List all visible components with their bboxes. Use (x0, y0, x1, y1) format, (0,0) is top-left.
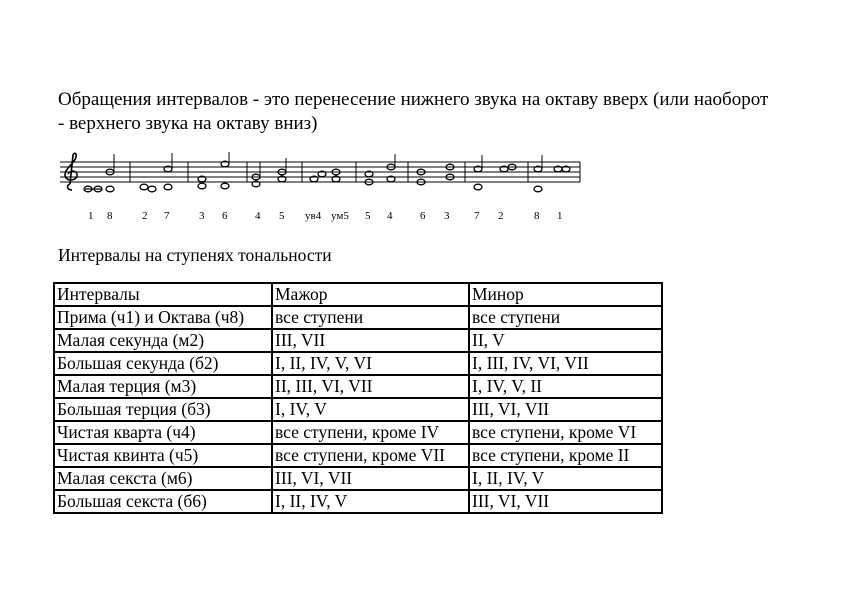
interval-name: Прима (ч1) и Октава (ч8) (54, 306, 272, 329)
minor-degrees: все ступени (469, 306, 662, 329)
table-row (54, 398, 662, 421)
minor-degrees: I, III, IV, VI, VII (469, 352, 662, 375)
header-intervals: Интервалы (54, 283, 272, 306)
staff-label: 2 (498, 210, 504, 222)
section-subtitle: Интервалы на ступенях тональности (58, 245, 332, 265)
staff-label: 6 (222, 210, 228, 222)
header-major: Мажор (272, 283, 469, 306)
major-degrees: I, II, IV, V, VI (272, 352, 469, 375)
minor-degrees: II, V (469, 329, 662, 352)
staff-label: ум5 (331, 210, 349, 222)
note-heads (84, 161, 570, 192)
table-header-row (54, 283, 662, 306)
minor-degrees: все ступени, кроме VI (469, 421, 662, 444)
major-degrees: III, VI, VII (272, 467, 469, 490)
staff-label: 6 (420, 210, 426, 222)
table-row (54, 444, 662, 467)
staff-label: 1 (557, 210, 563, 222)
table-row (54, 490, 662, 513)
minor-degrees: I, IV, V, II (469, 375, 662, 398)
staff-label: 4 (255, 210, 261, 222)
major-degrees: все ступени (272, 306, 469, 329)
table-row (54, 306, 662, 329)
interval-name: Чистая кварта (ч4) (54, 421, 272, 444)
table-row (54, 421, 662, 444)
interval-name: Чистая квинта (ч5) (54, 444, 272, 467)
staff-label: 8 (107, 210, 113, 222)
minor-degrees: все ступени, кроме II (469, 444, 662, 467)
interval-name: Большая секунда (б2) (54, 352, 272, 375)
interval-name: Большая терция (б3) (54, 398, 272, 421)
table-row (54, 375, 662, 398)
intro-text: Обращения интервалов - это перенесение нижнего звука на октаву вверх (или наоборот - верхнего звука на октаву вниз) (58, 89, 769, 134)
staff-label: 2 (142, 210, 148, 222)
intervals-table (53, 282, 663, 514)
minor-degrees: III, VI, VII (469, 490, 662, 513)
major-degrees: II, III, VI, VII (272, 375, 469, 398)
table-row (54, 352, 662, 375)
major-degrees: все ступени, кроме IV (272, 421, 469, 444)
minor-degrees: I, II, IV, V (469, 467, 662, 490)
header-minor: Минор (469, 283, 662, 306)
staff-label: 3 (199, 210, 205, 222)
major-degrees: III, VII (272, 329, 469, 352)
major-degrees: I, IV, V (272, 398, 469, 421)
interval-labels (88, 210, 563, 222)
staff-label: 7 (474, 210, 480, 222)
staff-label: 5 (279, 210, 285, 222)
staff-label: 5 (365, 210, 371, 222)
major-degrees: I, II, IV, V (272, 490, 469, 513)
table-row (54, 329, 662, 352)
staff-label: 7 (164, 210, 170, 222)
table-row (54, 467, 662, 490)
staff-label: 1 (88, 210, 94, 222)
interval-name: Малая секунда (м2) (54, 329, 272, 352)
staff-label: 8 (534, 210, 540, 222)
interval-name: Большая секста (б6) (54, 490, 272, 513)
staff-label: 4 (387, 210, 393, 222)
staff-label: ув4 (305, 210, 322, 222)
minor-degrees: III, VI, VII (469, 398, 662, 421)
interval-name: Малая терция (м3) (54, 375, 272, 398)
major-degrees: все ступени, кроме VII (272, 444, 469, 467)
staff-label: 3 (444, 210, 450, 222)
interval-name: Малая секста (м6) (54, 467, 272, 490)
music-staff (60, 152, 590, 232)
